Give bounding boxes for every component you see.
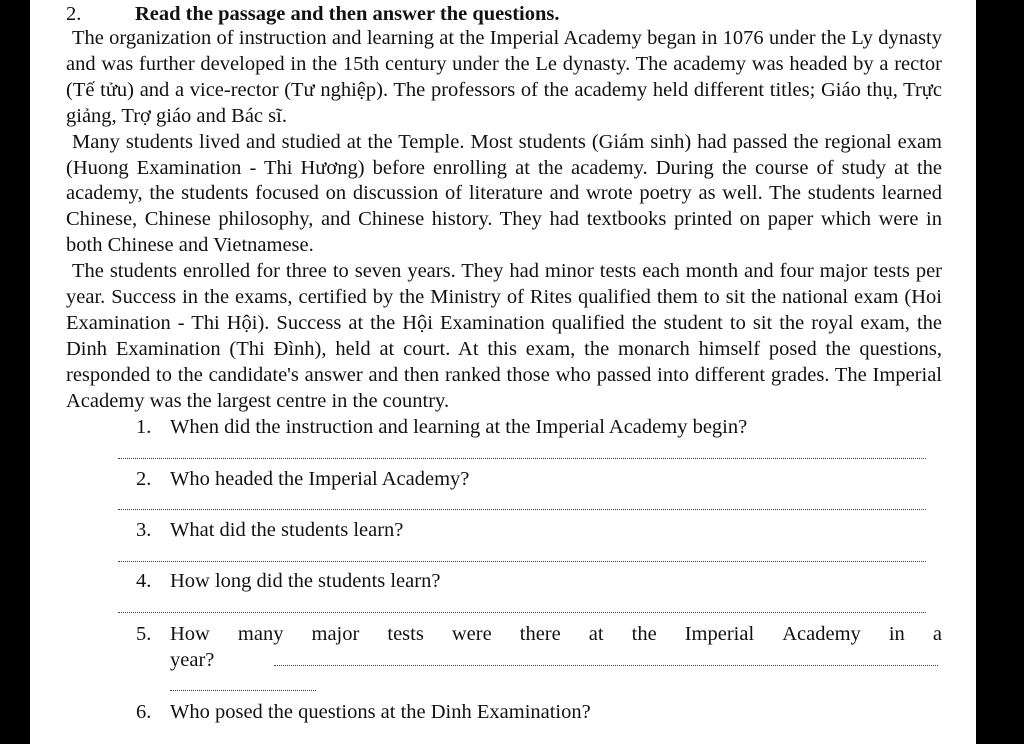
question-word: How [170,623,210,645]
question-word: Academy [782,623,861,645]
reading-passage [66,26,942,415]
question-word: Imperial [684,623,755,645]
question-word: tests [387,623,424,645]
question-2 [136,466,942,492]
passage-paragraph-2: Many students lived and studied at the Temple. Most students (Giám sinh) had passed the regional exam (Huong Examination - Thi Hương) before enrolling at the academy. During the course of study at the academy, the students focused on discussion of literature and wrote poetry as well. The students learned Chinese, Chinese philosophy, and Chinese history. They had textbooks printed on paper which were in both Chinese and Vietnamese. [66,130,942,257]
question-word: at [588,623,604,645]
answer-line-1[interactable] [118,458,926,459]
answer-line-3[interactable] [118,561,926,562]
question-word: major [311,623,360,645]
question-number: 3. [136,519,152,541]
answer-line-2[interactable] [118,509,926,510]
question-text: Who headed the Imperial Academy? [170,468,470,490]
exercise-heading [66,1,559,27]
answer-line-5a[interactable] [274,665,938,666]
question-text: How long did the students learn? [170,570,441,592]
question-continuation: year? [170,649,215,671]
question-3 [136,517,942,543]
question-number: 6. [136,701,152,723]
question-word: in [888,623,905,645]
exercise-title: Read the passage and then answer the questions. [135,3,560,25]
question-number: 2. [136,468,152,490]
question-word: the [631,623,657,645]
question-word: many [237,623,284,645]
answer-line-5b[interactable] [170,690,316,691]
passage-paragraph-1: The organization of instruction and learning at the Imperial Academy began in 1076 under the Ly dynasty and was further developed in the 15th century under the Le dynasty. The academy was headed by a rector (Tế tửu) and a vice-rector (Tư nghiệp). The professors of the academy held different titles; Giáo thụ, Trực giảng, Trợ giáo and Bác sĩ. [66,27,942,127]
exercise-number: 2. [66,3,82,25]
question-word: a [932,623,942,645]
answer-line-4[interactable] [118,612,926,613]
question-text: What did the students learn? [170,519,404,541]
question-6 [136,699,942,725]
question-1 [136,414,942,440]
question-word: were [451,623,492,645]
question-number: 1. [136,416,152,438]
worksheet-page [30,0,976,744]
question-4 [136,568,942,594]
question-word: there [519,623,561,645]
question-number: 5. [136,623,152,645]
question-text: Who posed the questions at the Dinh Examination? [170,701,591,723]
question-number: 4. [136,570,152,592]
question-text: When did the instruction and learning at the Imperial Academy begin? [170,416,748,438]
passage-paragraph-3: The students enrolled for three to seven years. They had minor tests each month and four major tests per year. Success in the exams, certified by the Ministry of Rites qualified them to sit the national exam (Hoi Examination - Thi Hội). Success at the Hội Examination qualified the student to sit the royal exam, the Dinh Examination (Thi Đình), held at court. At this exam, the monarch himself posed the questions, responded to the candidate's answer and then ranked those who passed into different grades. The Imperial Academy was the largest centre in the country. [66,260,942,412]
